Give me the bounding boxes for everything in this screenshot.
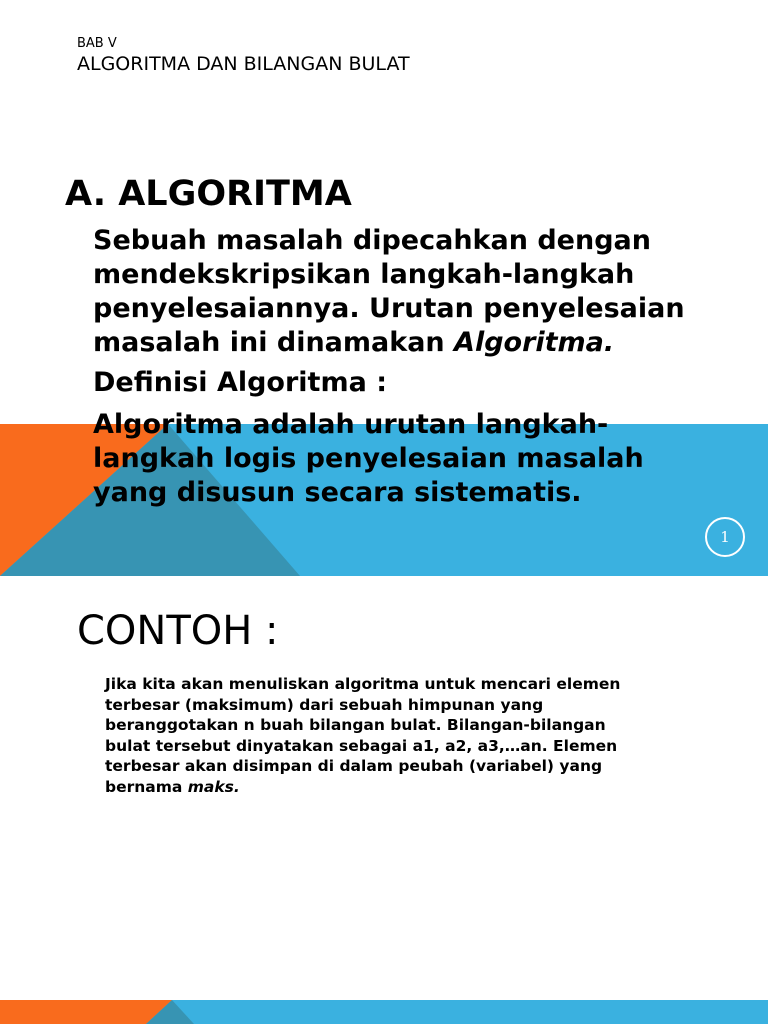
- intro-line-1: Sebuah masalah dipecahkan dengan: [93, 225, 651, 256]
- section-title: A. ALGORITMA: [65, 174, 352, 214]
- intro-line-4: [93, 326, 685, 360]
- slide-2: [0, 576, 768, 1024]
- definition-heading: [93, 366, 387, 400]
- definition-line-1: Algoritma adalah urutan langkah-: [93, 409, 609, 440]
- example-line-3: beranggotakan n buah bilangan bulat. Bilangan-bilangan: [105, 716, 606, 735]
- example-paragraph: [105, 674, 620, 798]
- definition-paragraph: [93, 408, 644, 510]
- intro-line-2: mendekskripsikan langkah-langkah: [93, 259, 635, 290]
- intro-line-4-text: masalah ini dinamakan: [93, 327, 455, 358]
- intro-line-4-emphasis: Algoritma.: [454, 327, 615, 358]
- example-line-6: [105, 777, 620, 798]
- example-title: CONTOH :: [77, 608, 279, 654]
- example-line-4: bulat tersebut dinyatakan sebagai a1, a2, a3,…an. Elemen: [105, 736, 618, 755]
- footer-decorative-band: [0, 1000, 768, 1024]
- example-line-5: terbesar akan disimpan di dalam peubah (variabel) yang: [105, 757, 603, 776]
- intro-paragraph: [93, 224, 685, 360]
- example-line-6-emphasis: maks.: [187, 777, 240, 796]
- example-line-1: Jika kita akan menuliskan algoritma untuk mencari elemen: [105, 675, 621, 693]
- footer-orange-shape: [0, 1000, 172, 1024]
- page-number-badge: 1: [705, 517, 745, 557]
- definition-line-3: yang disusun secara sistematis.: [93, 477, 582, 508]
- example-line-2: terbesar (maksimum) dari sebuah himpunan yang: [105, 695, 544, 714]
- definition-heading-text: Definisi Algoritma :: [93, 367, 387, 398]
- intro-line-3: penyelesaiannya. Urutan penyelesaian: [93, 293, 685, 324]
- chapter-title: ALGORITMA DAN BILANGAN BULAT: [77, 53, 410, 75]
- bab-label: BAB V: [77, 36, 117, 51]
- example-line-6-text: bernama: [105, 777, 188, 796]
- definition-line-2: langkah logis penyelesaian masalah: [93, 443, 644, 474]
